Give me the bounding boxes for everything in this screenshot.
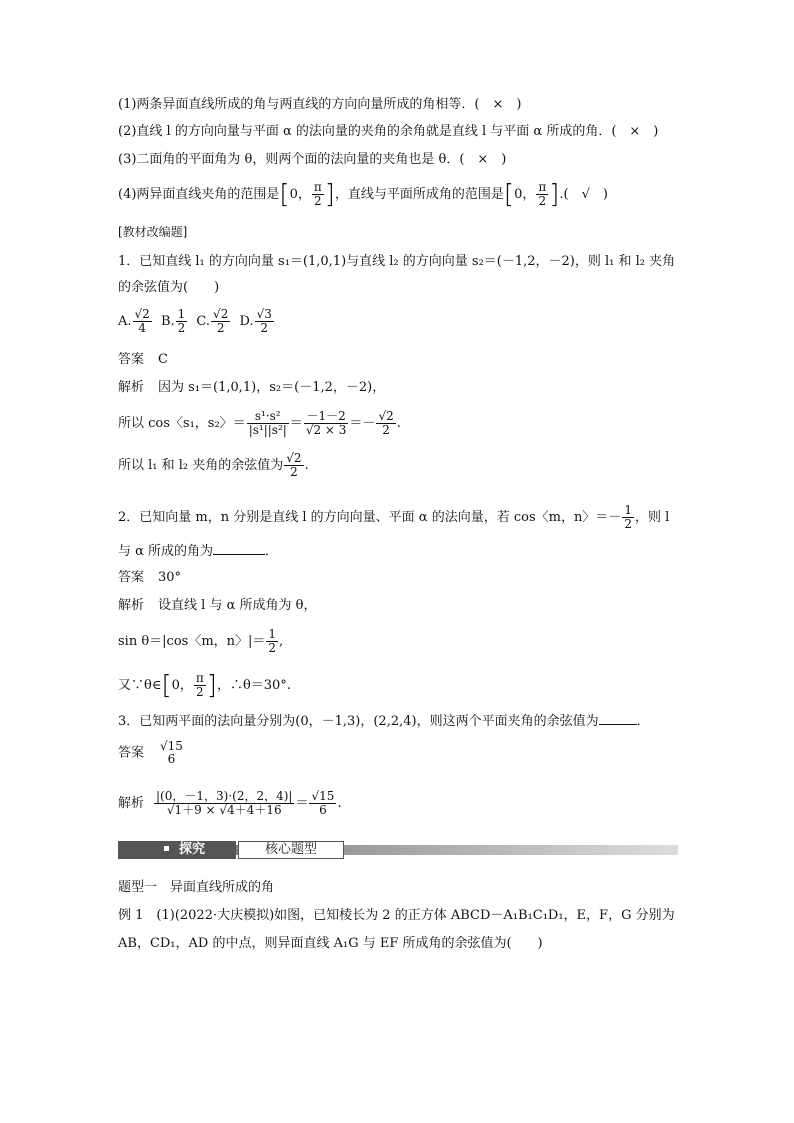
textbook-tag: [教材改编题]: [118, 225, 188, 239]
judgment-4-range1: 0，: [289, 187, 311, 202]
q3-stem-text: 3．已知两平面的法向量分别为(0，－1,3)，(2,2,4)，则这两个平面夹角的余弦值为: [118, 714, 599, 729]
close-bracket: ]: [206, 670, 217, 701]
q2-answer-row: [118, 568, 684, 588]
q1-final-frac: [284, 452, 303, 479]
judgment-4-range2: 0，: [514, 187, 536, 202]
answer-blank[interactable]: [213, 540, 265, 555]
frac-den: 2: [268, 641, 277, 655]
q1-analysis-line1: 因为 s₁＝(1,0,1)，s₂＝(－1,2，－2)，: [158, 380, 386, 395]
q3-analysis-row: 解析 $\frac{|(0,-1,3)\cdot(2,2,4)|}{√1+9 \times √4+4+16}$ ＝ $\frac{√15}{6}$ .: [118, 789, 342, 817]
q1-answer-row: [118, 350, 684, 370]
open-bracket: [: [503, 179, 515, 210]
answer-label: 答案: [118, 745, 145, 761]
frac-den: √1＋9 × √4＋4＋16: [166, 803, 282, 817]
frac-num: √2: [213, 307, 229, 321]
q1-frac-values: [304, 410, 349, 437]
q1-option-a-frac: [133, 308, 152, 335]
q1-option-a-label: A.: [118, 314, 132, 329]
q1-frac-dot-product: [247, 410, 289, 437]
answer-blank[interactable]: [599, 710, 637, 725]
q1-stem-line1: 1．已知直线 l₁ 的方向向量 s₁＝(1,0,1)与直线 l₂ 的方向向量 s₂＝(－1,2，－2)，则 l₁ 和 l₂ 夹角: [118, 254, 676, 269]
section-tag-explore-label: 探究: [179, 842, 206, 857]
q1-options: [118, 308, 684, 335]
q2-analysis-row3: [118, 672, 684, 699]
frac-den: 2: [382, 423, 390, 437]
q2-analysis-frac: [266, 628, 278, 655]
frac-den: 6: [319, 803, 327, 817]
q2-analysis-line3-post: ，∴θ＝30°.: [216, 678, 291, 693]
pi-over-2-frac: [536, 181, 548, 208]
q1-analysis-line2-pre: 所以 cos〈s₁，s₂〉＝: [118, 416, 246, 431]
q1-answer: C: [158, 352, 168, 367]
q2-analysis-row2: sin θ＝|cos〈m，n〉|＝ $\frac{1}{2}$ ,: [118, 627, 284, 655]
frac-num: √3: [256, 307, 272, 321]
q2-range-start: 0，: [171, 678, 193, 693]
q1-option-b-label: B.: [160, 314, 175, 329]
example1-line2: AB，CD₁，AD 的中点，则异面直线 A₁G 与 EF 所成角的余弦值为( ): [118, 936, 543, 951]
open-bracket: [: [161, 670, 172, 701]
q1-option-b-frac: [176, 308, 188, 335]
section-tag-core: 核心题型: [238, 841, 344, 859]
q3-answer-row: [118, 740, 684, 766]
judgment-4-mid: ，直线与平面所成角的范围是: [334, 187, 504, 202]
frac-num: π: [313, 180, 322, 194]
q1-analysis-row2: 所以 cos〈s₁，s₂〉＝ $\frac{\text{s¹·s²}}{\text{|s¹||s²|}}$ ＝ $\frac{-1-2}{√2 \times 3}$ ＝－ $\frac{√2}{2}$ .: [118, 409, 401, 437]
close-bracket: ]: [549, 179, 560, 210]
answer-label: 答案: [118, 352, 145, 367]
q1-frac-result: [376, 410, 395, 437]
judgment-1: (1)两条异面直线所成的角与两直线的方向向量所成的角相等．( × ): [118, 97, 522, 112]
q2-stem-line1: [118, 504, 684, 531]
q1-option-d-frac: [255, 308, 274, 335]
analysis-label: 解析: [118, 380, 145, 395]
analysis-label: 解析: [118, 796, 145, 811]
frac-den: 2: [290, 465, 298, 479]
close-bracket: ]: [324, 179, 335, 210]
frac-num: 1: [624, 503, 632, 517]
judgment-4-pre: (4)两异面直线夹角的范围是: [118, 187, 280, 202]
example1-line1: 例 1 (1)(2022·大庆模拟)如图，已知棱长为 2 的正方体 ABCD－A₁B₁C₁D₁，E，F，G 分别为: [118, 908, 675, 923]
q2-analysis-line2-pre: sin θ＝|cos〈m，n〉|＝: [118, 634, 266, 649]
section-tag-explore: [118, 841, 236, 859]
frac-den: √2 × 3: [305, 423, 347, 437]
frac-num: √15: [160, 739, 183, 753]
frac-den: 6: [167, 752, 176, 766]
q2-stem-frac: [622, 504, 634, 531]
frac-num: s¹·s²: [247, 410, 289, 424]
frac-num: √2: [286, 451, 302, 465]
frac-den: 2: [196, 685, 204, 699]
frac-den: |s¹||s²|: [248, 423, 287, 437]
frac-den: 2: [216, 321, 225, 335]
q2-answer: 30°: [158, 570, 182, 585]
q2-analysis-line3-pre: 又∵θ∈: [118, 678, 162, 693]
q1-analysis-line3-pre: 所以 l₁ 和 l₂ 夹角的余弦值为: [118, 458, 284, 473]
analysis-label: 解析: [118, 598, 145, 613]
q1-analysis-row1: [118, 378, 684, 398]
q1-analysis-row3: 所以 l₁ 和 l₂ 夹角的余弦值为 $\frac{√2}{2}$ .: [118, 451, 309, 479]
q2-stem-post: ，则 l: [634, 510, 670, 525]
frac-num: 1: [177, 307, 186, 321]
q2-stem-pre: 2．已知向量 m，n 分别是直线 l 的方向向量、平面 α 的法向量，若 cos〈m，n〉＝－: [118, 510, 622, 525]
frac-num: －1－2: [304, 410, 349, 424]
q3-answer-frac: [158, 740, 185, 766]
judgment-4: [118, 181, 684, 208]
frac-den: 2: [177, 321, 186, 335]
frac-num: π: [538, 180, 547, 194]
q2-stem-line2-text: 与 α 所成的角为: [118, 544, 214, 559]
q1-stem-line2: 的余弦值为( ): [118, 280, 220, 295]
frac-den: 2: [313, 194, 322, 208]
section-header: [118, 841, 678, 859]
q1-option-d-label: D.: [239, 314, 254, 329]
q3-analysis-frac: [154, 790, 294, 817]
topic-heading: 题型一 异面直线所成的角: [118, 880, 275, 895]
square-bullet-icon: [164, 846, 169, 851]
frac-num: π: [195, 671, 204, 685]
frac-den: 4: [138, 321, 146, 335]
pi-over-2-frac: [312, 181, 324, 208]
q2-stem-line2: 与 α 所成的角为 ．: [118, 540, 684, 562]
frac-den: 2: [624, 517, 632, 531]
judgment-2: (2)直线 l 的方向向量与平面 α 的法向量的夹角的余角就是直线 l 与平面 α 所成的角．( × ): [118, 124, 659, 139]
frac-num: |(0，－1，3)·(2，2，4)|: [156, 789, 293, 803]
q3-stem: 3．已知两平面的法向量分别为(0，－1,3)，(2,2,4)，则这两个平面夹角的余弦值为 ．: [118, 710, 684, 732]
judgment-4-post: .( √ ): [559, 187, 608, 202]
answer-label: 答案: [118, 570, 145, 585]
judgment-3: (3)二面角的平面角为 θ，则两个面的法向量的夹角也是 θ．( × ): [118, 152, 507, 167]
frac-den: 2: [538, 194, 547, 208]
q3-analysis-result: [309, 790, 336, 817]
q2-analysis-row1: [118, 596, 684, 616]
open-bracket: [: [279, 179, 290, 210]
frac-num: √2: [134, 307, 150, 321]
frac-num: 1: [268, 627, 277, 641]
frac-den: 2: [260, 321, 269, 335]
frac-num: √2: [378, 409, 394, 423]
q1-option-c-label: C.: [196, 314, 211, 329]
pi-over-2-frac: [194, 672, 206, 699]
q1-option-c-frac: [211, 308, 230, 335]
frac-num: √15: [311, 789, 335, 803]
q2-analysis-line1: 设直线 l 与 α 所成角为 θ，: [158, 598, 317, 613]
